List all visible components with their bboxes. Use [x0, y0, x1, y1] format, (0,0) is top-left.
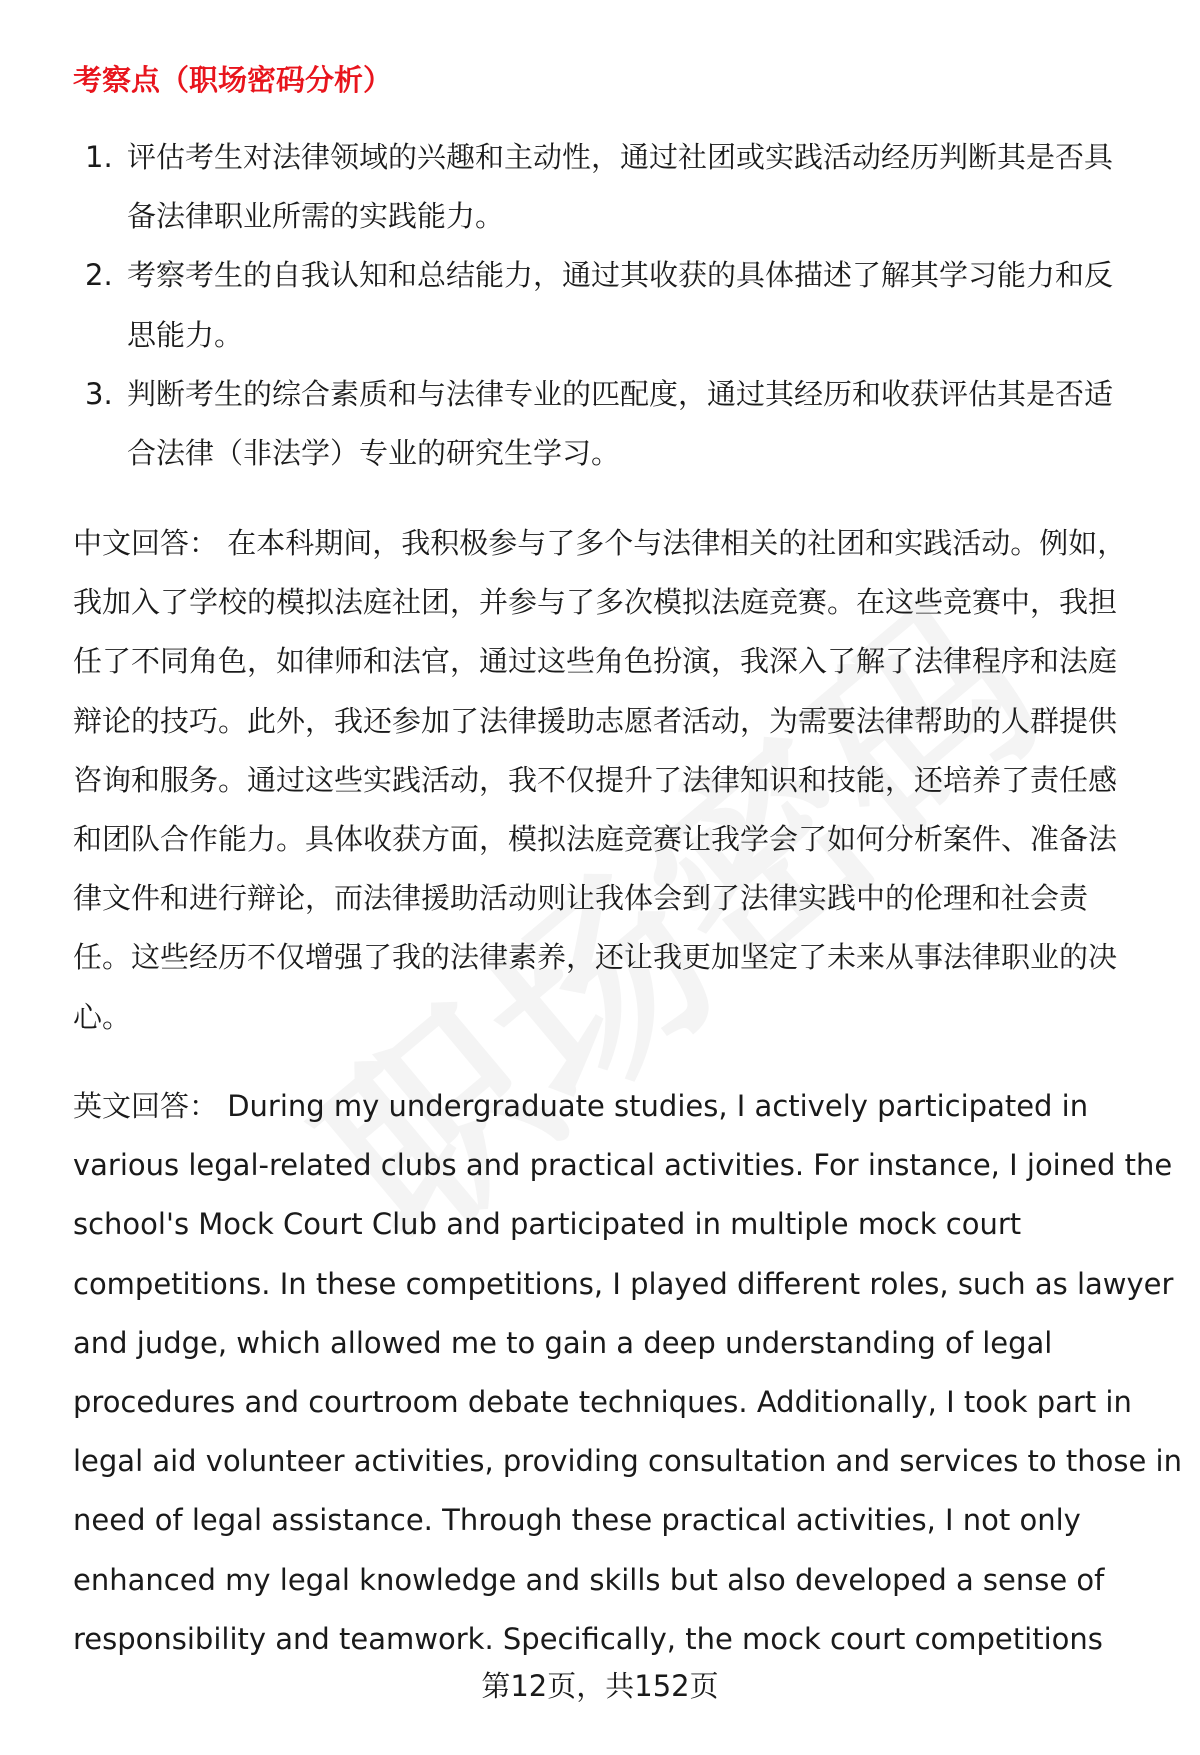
- paragraph-line: 和团队合作能力。具体收获方面，模拟法庭竞赛让我学会了如何分析案件、准备法: [73, 821, 1118, 856]
- paragraph-line: 中文回答： 在本科期间，我积极参与了多个与法律相关的社团和实践活动。例如，: [73, 526, 1127, 560]
- list-text: 判断考生的综合素质和与法律专业的匹配度，通过其经历和收获评估其是否适: [127, 376, 1114, 411]
- paragraph-line: various legal-related clubs and practical activities. For instance, I joined the: [73, 1148, 1173, 1183]
- list-item-line: [73, 246, 1153, 305]
- list-number: 2.: [85, 258, 113, 293]
- paragraph-line: 辩论的技巧。此外，我还参加了法律援助志愿者活动，为需要法律帮助的人群提供: [73, 703, 1118, 738]
- list-item-line: [73, 424, 1153, 483]
- paragraph-line: competitions. In these competitions, I played different roles, such as lawyer: [73, 1266, 1174, 1301]
- paragraph-line: and judge, which allowed me to gain a deep understanding of legal: [73, 1325, 1053, 1360]
- paragraph-line: 咨询和服务。通过这些实践活动，我不仅提升了法律知识和技能，还培养了责任感: [73, 762, 1118, 797]
- paragraph-line: 英文回答： During my undergraduate studies, I actively participated in: [73, 1089, 1089, 1123]
- paragraph-line: need of legal assistance. Through these practical activities, I not only: [73, 1503, 1081, 1538]
- paragraph-line: responsibility and teamwork. Specifically, the mock court competitions: [73, 1621, 1103, 1656]
- list-text: 备法律职业所需的实践能力。: [127, 199, 505, 234]
- list-item-line: [73, 365, 1153, 424]
- page-footer: 第12页，共152页: [481, 1669, 719, 1703]
- paragraph-line: 任。这些经历不仅增强了我的法律素养，还让我更加坚定了未来从事法律职业的决: [73, 940, 1118, 975]
- paragraph-line: enhanced my legal knowledge and skills but also developed a sense of: [73, 1562, 1105, 1597]
- paragraph-line: procedures and courtroom debate techniques. Additionally, I took part in: [73, 1384, 1132, 1419]
- paragraph-line: legal aid volunteer activities, providing consultation and services to those in: [73, 1444, 1182, 1479]
- paragraph-line: 我加入了学校的模拟法庭社团，并参与了多次模拟法庭竞赛。在这些竞赛中，我担: [73, 585, 1118, 620]
- english-answer: [73, 1077, 1182, 1669]
- list-text: 考察考生的自我认知和总结能力，通过其收获的具体描述了解其学习能力和反: [127, 258, 1114, 293]
- list-number: 3.: [85, 376, 113, 411]
- paragraph-line: 任了不同角色，如律师和法官，通过这些角色扮演，我深入了解了法律程序和法庭: [73, 644, 1118, 679]
- list-item-line: [73, 306, 1153, 365]
- list-number: 1.: [85, 140, 113, 174]
- paragraph-line: 心。: [73, 999, 132, 1034]
- section-title: 考察点（职场密码分析）: [73, 63, 393, 97]
- list-item-line: [73, 128, 1153, 187]
- analysis-list: [73, 128, 1153, 483]
- paragraph-line: 律文件和进行辩论，而法律援助活动则让我体会到了法律实践中的伦理和社会责: [73, 881, 1089, 916]
- paragraph-line: school's Mock Court Club and participated in multiple mock court: [73, 1207, 1022, 1242]
- list-item-line: [73, 187, 1153, 246]
- chinese-answer: [73, 514, 1153, 1047]
- list-text: 思能力。: [127, 317, 244, 352]
- list-text: 合法律（非法学）专业的研究生学习。: [127, 435, 621, 470]
- list-text: 评估考生对法律领域的兴趣和主动性，通过社团或实践活动经历判断其是否具: [127, 140, 1114, 174]
